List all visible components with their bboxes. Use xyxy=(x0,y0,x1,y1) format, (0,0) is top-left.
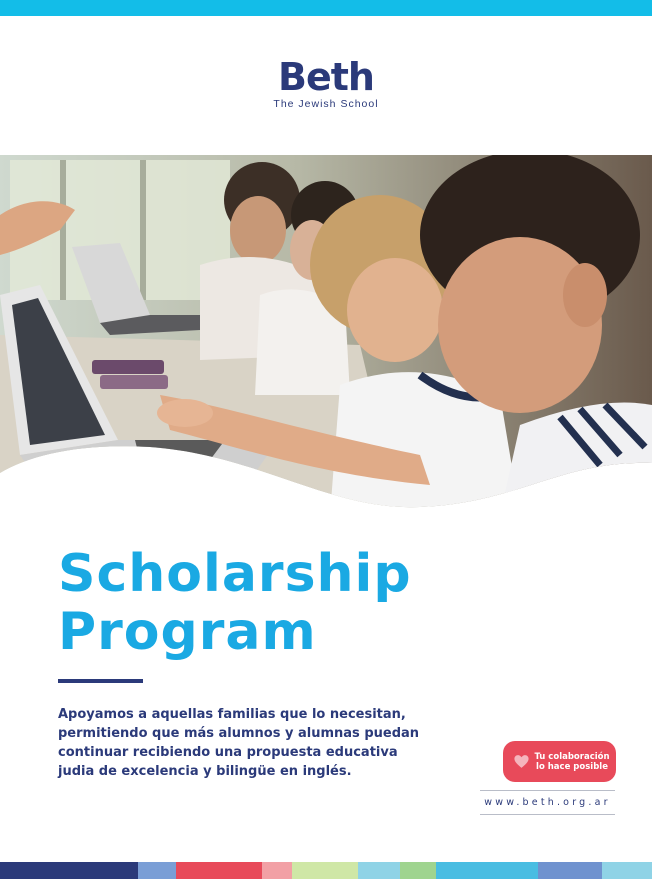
badge-line-2: lo hace posible xyxy=(536,761,608,772)
program-description: Apoyamos a aquellas familias que lo necesitan, permitiendo que más alumnos y alumnas puedan continuar recibiendo una propuesta educativa judia de excelencia y bilingüe en inglés. xyxy=(58,707,420,779)
logo-wordmark: Beth xyxy=(278,55,374,99)
website-block xyxy=(480,790,615,815)
stripe-segment xyxy=(0,862,138,879)
website-link[interactable]: www.beth.org.ar xyxy=(484,797,611,808)
stripe-segment xyxy=(400,862,436,879)
hero-photo xyxy=(0,155,652,515)
badge-line-1: Tu colaboración xyxy=(534,751,610,762)
title-line-1: Scholarship xyxy=(58,544,412,604)
heart-icon xyxy=(513,753,530,770)
title-line-2: Program xyxy=(58,602,317,662)
stripe-segment xyxy=(436,862,538,879)
website-bottom-rule xyxy=(480,814,615,815)
stripe-segment xyxy=(138,862,176,879)
stripe-segment xyxy=(358,862,400,879)
beth-logo xyxy=(0,55,652,110)
logo-subtitle: The Jewish School xyxy=(273,98,379,110)
stripe-segment xyxy=(602,862,652,879)
program-title xyxy=(58,545,412,661)
stripe-segment xyxy=(538,862,602,879)
donate-badge-button[interactable] xyxy=(503,741,616,782)
stripe-segment xyxy=(262,862,292,879)
top-accent-bar xyxy=(0,0,652,16)
stripe-segment xyxy=(176,862,262,879)
stripe-segment xyxy=(292,862,358,879)
title-underline xyxy=(58,679,143,683)
badge-text xyxy=(534,752,616,772)
bottom-color-stripe xyxy=(0,862,652,879)
